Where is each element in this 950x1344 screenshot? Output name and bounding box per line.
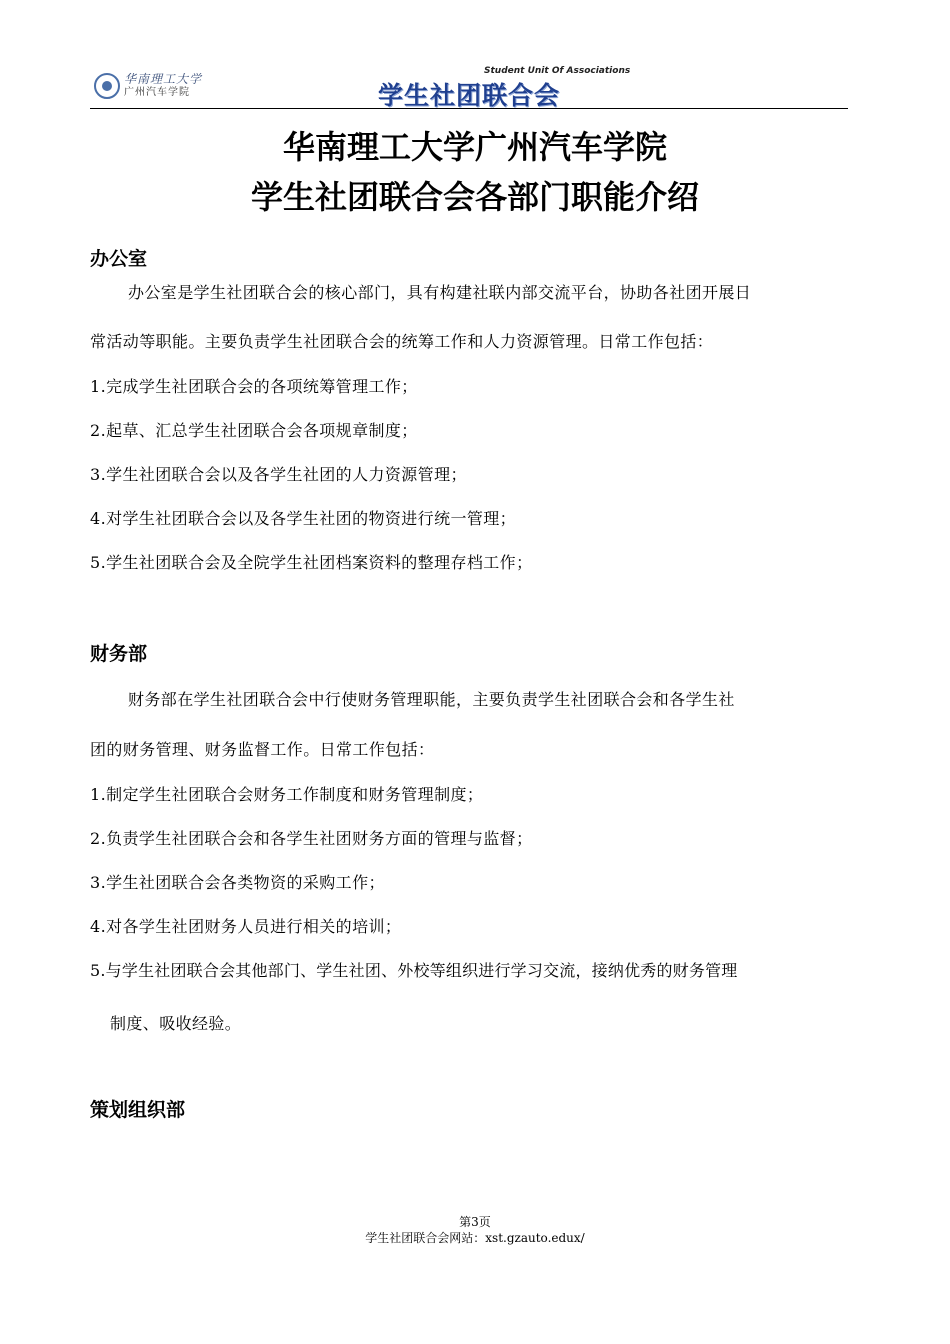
school-subname: 广州汽车学院: [124, 87, 190, 98]
union-english-name: Student Unit Of Associations: [484, 66, 631, 76]
section-heading-office: 办公室: [90, 248, 148, 270]
document-title-line2: 学生社团联合会各部门职能介绍: [250, 178, 699, 216]
school-name: 华南理工大学: [124, 72, 203, 86]
school-logo: [94, 72, 202, 100]
section-intro: 财务部在学生社团联合会中行使财务管理职能，主要负责学生社团联合会和各学生社: [128, 690, 735, 709]
section-intro: 团的财务管理、财务监督工作。日常工作包括：: [90, 740, 435, 759]
union-chinese-name: 学生社团联合会: [378, 81, 561, 110]
list-item: 2.负责学生社团联合会和各学生社团财务方面的管理与监督；: [90, 829, 533, 848]
list-item: 1.制定学生社团联合会财务工作制度和财务管理制度；: [90, 785, 484, 804]
list-item: 3.学生社团联合会各类物资的采购工作；: [90, 873, 385, 892]
page-header: [90, 62, 848, 109]
list-item: 1.完成学生社团联合会的各项统筹管理工作；: [90, 377, 418, 396]
list-item: 2.起草、汇总学生社团联合会各项规章制度；: [90, 421, 418, 440]
section-intro: 常活动等职能。主要负责学生社团联合会的统筹工作和人力资源管理。日常工作包括：: [90, 332, 714, 351]
list-item: 5.与学生社团联合会其他部门、学生社团、外校等组织进行学习交流，接纳优秀的财务管理: [90, 961, 738, 980]
section-heading-finance: 财务部: [90, 643, 148, 665]
page-number: 第3页: [459, 1215, 491, 1229]
section-heading-planning: 策划组织部: [90, 1099, 186, 1121]
school-seal-icon: [94, 73, 120, 99]
list-item: 3.学生社团联合会以及各学生社团的人力资源管理；: [90, 465, 467, 484]
list-item-continuation: 制度、吸收经验。: [110, 1014, 242, 1033]
footer-website: 学生社团联合会网站：xst.gzauto.edux/: [365, 1231, 585, 1245]
document-title-line1: 华南理工大学广州汽车学院: [282, 128, 667, 166]
union-logo: [378, 66, 648, 110]
section-intro: 办公室是学生社团联合会的核心部门，具有构建社联内部交流平台，协助各社团开展日: [128, 283, 752, 302]
list-item: 5.学生社团联合会及全院学生社团档案资料的整理存档工作；: [90, 553, 533, 572]
list-item: 4.对学生社团联合会以及各学生社团的物资进行统一管理；: [90, 509, 517, 528]
list-item: 4.对各学生社团财务人员进行相关的培训；: [90, 917, 402, 936]
